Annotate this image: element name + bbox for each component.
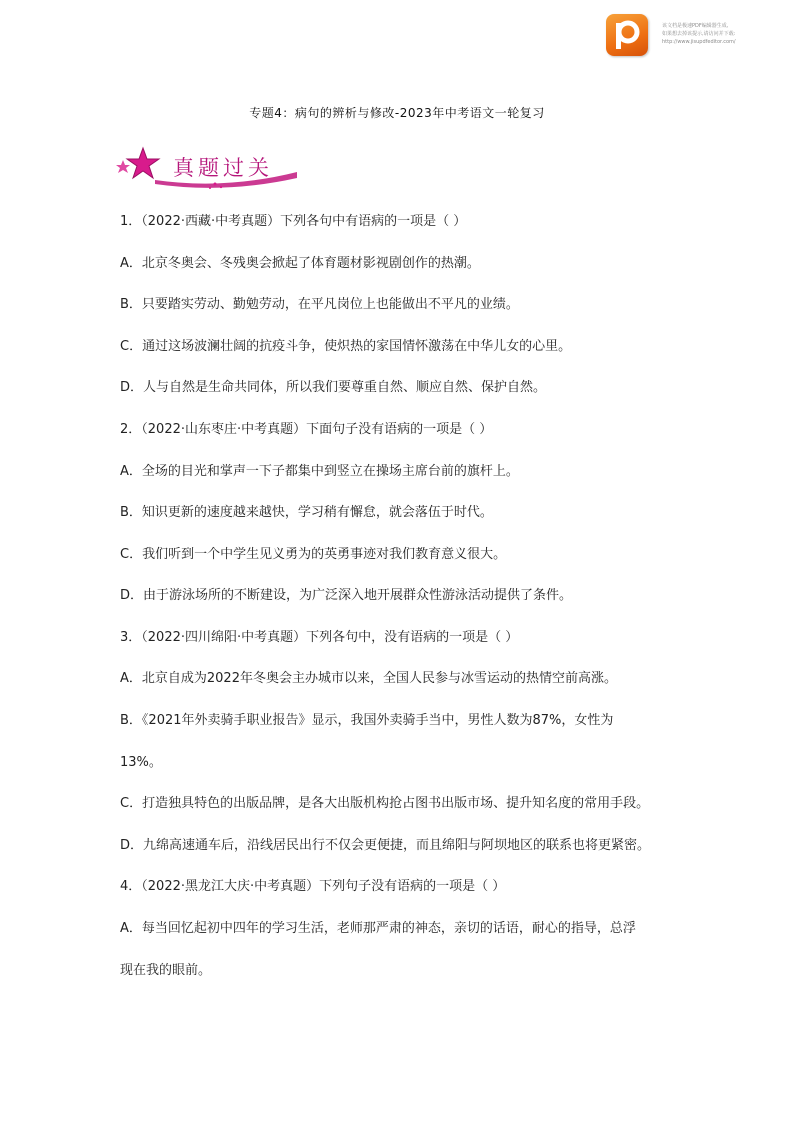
option-line: B．只要踏实劳动、勤勉劳动，在平凡岗位上也能做出不平凡的业绩。 bbox=[120, 297, 519, 312]
p-letter-icon bbox=[606, 14, 648, 56]
option-line: A．每当回忆起初中四年的学习生活，老师那严肃的神态，亲切的话语，耐心的指导，总浮 bbox=[120, 921, 636, 936]
watermark-notice bbox=[662, 22, 792, 46]
watermark-link[interactable]: http://www.jisupdfeditor.com/ bbox=[662, 39, 736, 45]
option-line: A．北京自成为2022年冬奥会主办城市以来，全国人民参与冰雪运动的热情空前高涨。 bbox=[120, 671, 617, 686]
option-line: D．九绵高速通车后，沿线居民出行不仅会更便捷，而且绵阳与阿坝地区的联系也将更紧密。 bbox=[120, 838, 651, 853]
option-line-continued: 13%。 bbox=[120, 755, 162, 770]
option-line-continued: 现在我的眼前。 bbox=[120, 963, 212, 978]
watermark-line: 如果想去掉该提示,请访问并下载: bbox=[662, 31, 736, 37]
option-line: B．《2021年外卖骑手职业报告》显示，我国外卖骑手当中，男性人数为87%，女性为 bbox=[120, 713, 614, 728]
question-stem: 1．（2022·西藏·中考真题）下列各句中有语病的一项是（ ） bbox=[120, 214, 467, 229]
banner-label: 真题过关 bbox=[173, 156, 273, 180]
section-banner bbox=[115, 144, 305, 190]
question-stem: 4．（2022·黑龙江大庆·中考真题）下列句子没有语病的一项是（ ） bbox=[120, 879, 506, 894]
option-line: C．我们听到一个中学生见义勇为的英勇事迹对我们教育意义很大。 bbox=[120, 547, 507, 562]
option-line: C．通过这场波澜壮阔的抗疫斗争，使炽热的家国情怀激荡在中华儿女的心里。 bbox=[120, 339, 572, 354]
option-line: A．北京冬奥会、冬残奥会掀起了体育题材影视剧创作的热潮。 bbox=[120, 256, 480, 271]
option-line: D．人与自然是生命共同体，所以我们要尊重自然、顺应自然、保护自然。 bbox=[120, 380, 547, 395]
option-line: D．由于游泳场所的不断建设，为广泛深入地开展群众性游泳活动提供了条件。 bbox=[120, 588, 573, 603]
question-stem: 3．（2022·四川绵阳·中考真题）下列各句中，没有语病的一项是（ ） bbox=[120, 630, 519, 645]
option-line: A．全场的目光和掌声一下子都集中到竖立在操场主席台前的旗杆上。 bbox=[120, 464, 519, 479]
option-line: B．知识更新的速度越来越快，学习稍有懈怠，就会落伍于时代。 bbox=[120, 505, 493, 520]
watermark-line: 该文档是极速PDF编辑器生成, bbox=[662, 23, 729, 29]
page-title: 专题4：病句的辨析与修改-2023年中考语文一轮复习 bbox=[249, 106, 545, 120]
option-line: C．打造独具特色的出版品牌，是各大出版机构抢占图书出版市场、提升知名度的常用手段。 bbox=[120, 796, 650, 811]
question-stem: 2．（2022·山东枣庄·中考真题）下面句子没有语病的一项是（ ） bbox=[120, 422, 493, 437]
pdf-editor-logo bbox=[606, 14, 652, 58]
